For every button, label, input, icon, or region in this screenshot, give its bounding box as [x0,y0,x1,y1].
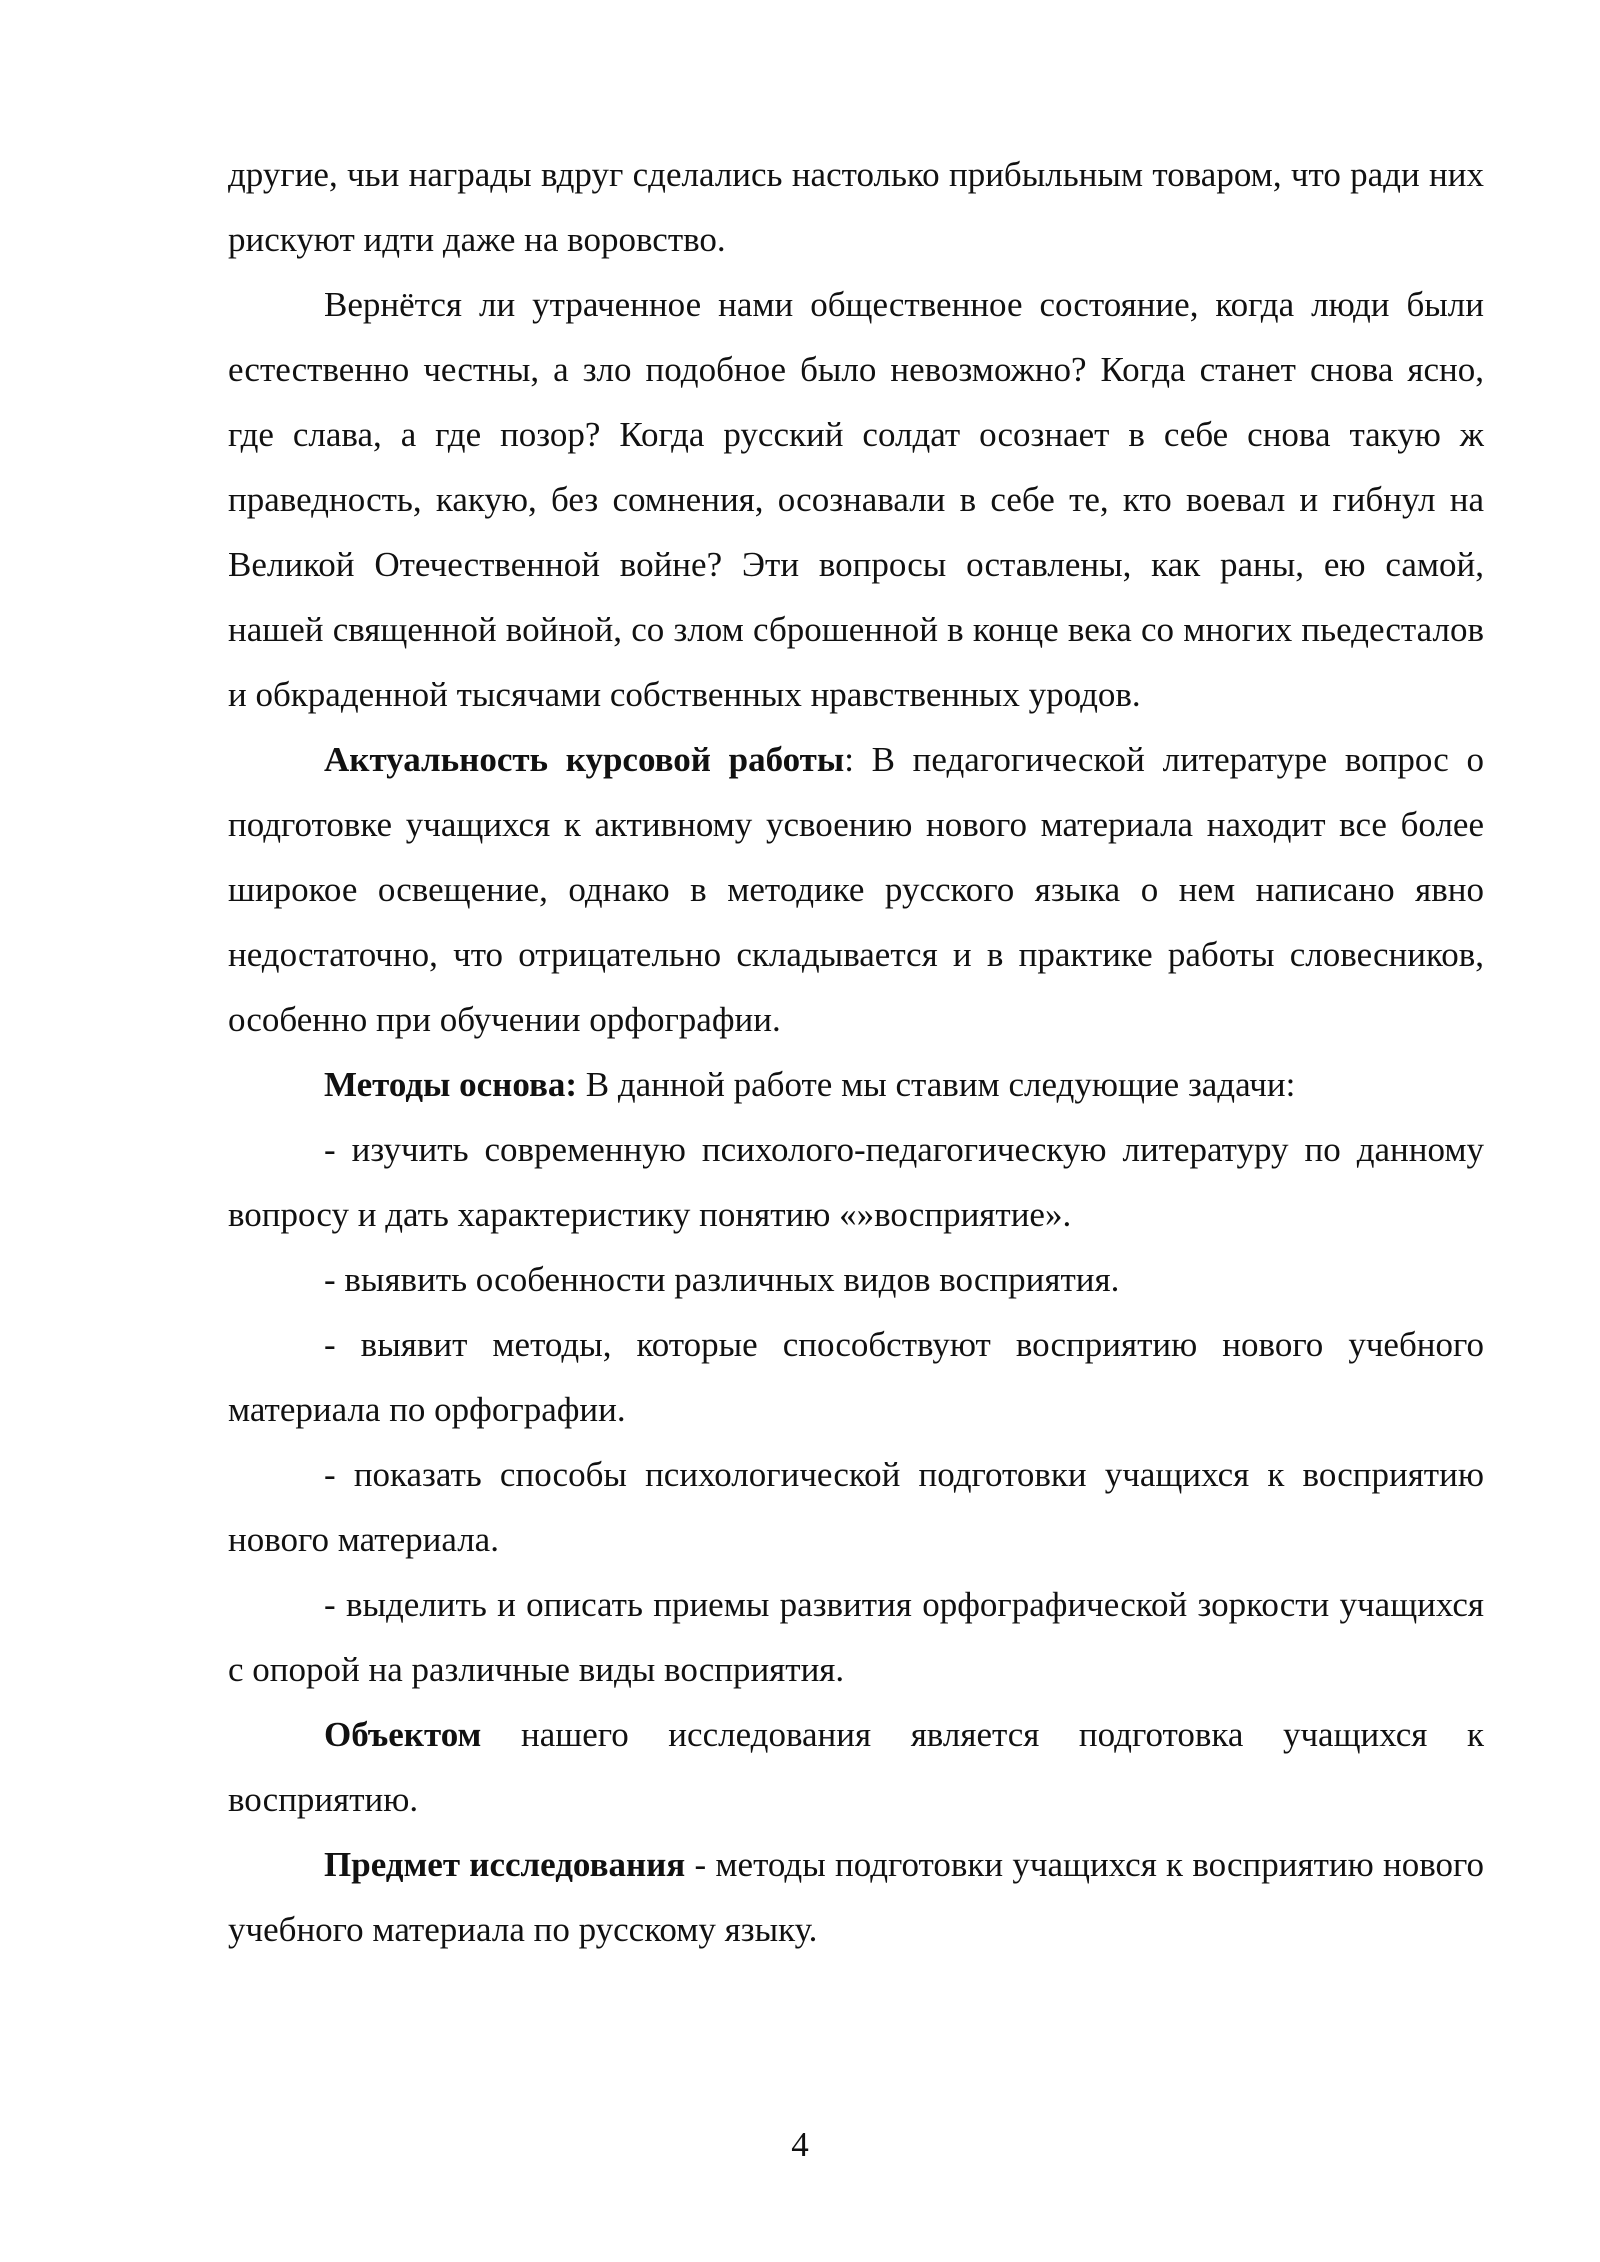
task-text: - выявить особенности различных видов восприятия. [324,1260,1120,1299]
task-text: - изучить современную психолого-педагогическую литературу по данному вопросу и дать характеристику понятию «»восприятие». [228,1130,1484,1234]
subject-heading: Предмет исследования [324,1845,686,1884]
page-number: 4 [791,2125,809,2164]
relevance-heading: Актуальность курсовой работы [324,740,845,779]
paragraph-text: Вернётся ли утраченное нами общественное состояние, когда люди были естественно честны, а зло подобное было невозможно? Когда станет снова ясно, где слава, а где позор? Когда русский солдат осознает в себе снова такую ж праведность, какую, без сомнения, осознавали в себе те, кто воевал и гибнул на Великой Отечественной войне? Эти вопросы оставлены, как раны, ею самой, нашей священной войной, со злом сброшенной в конце века со многих пьедесталов и обкраденной тысячами собственных нравственных уродов. [228,285,1484,714]
paragraph-continuation [228,142,1484,272]
paragraph-text: : В педагогической литературе вопрос о подготовке учащихся к активному усвоению нового материала находит все более широкое освещение, однако в методике русского языка о нем написано явно недостаточно, что отрицательно складывается и в практике работы словесников, особенно при обучении орфографии. [228,740,1484,1039]
paragraph-relevance [228,727,1484,1052]
paragraph-methods [228,1052,1484,1117]
paragraph-text: В данной работе мы ставим следующие задачи: [577,1065,1296,1104]
task-item [228,1572,1484,1702]
task-item [228,1117,1484,1247]
task-text: - выявит методы, которые способствуют восприятию нового учебного материала по орфографии. [228,1325,1484,1429]
task-item [228,1442,1484,1572]
paragraph-text: - методы подготовки учащихся к восприятию нового учебного материала по русскому языку. [228,1845,1484,1949]
object-heading: Объектом [324,1715,482,1754]
document-body [228,142,1484,1962]
paragraph-text: другие, чьи награды вдруг сделались настолько прибыльным товаром, что ради них рискуют идти даже на воровство. [228,155,1484,259]
paragraph-subject [228,1832,1484,1962]
task-text: - выделить и описать приемы развития орфографической зоркости учащихся с опорой на различные виды восприятия. [228,1585,1484,1689]
paragraph-text: нашего исследования является подготовка учащихся к восприятию. [228,1715,1484,1819]
task-item [228,1312,1484,1442]
paragraph-object [228,1702,1484,1832]
methods-heading: Методы основа: [324,1065,577,1104]
task-text: - показать способы психологической подготовки учащихся к восприятию нового материала. [228,1455,1484,1559]
task-item [228,1247,1484,1312]
paragraph-war-questions [228,272,1484,727]
